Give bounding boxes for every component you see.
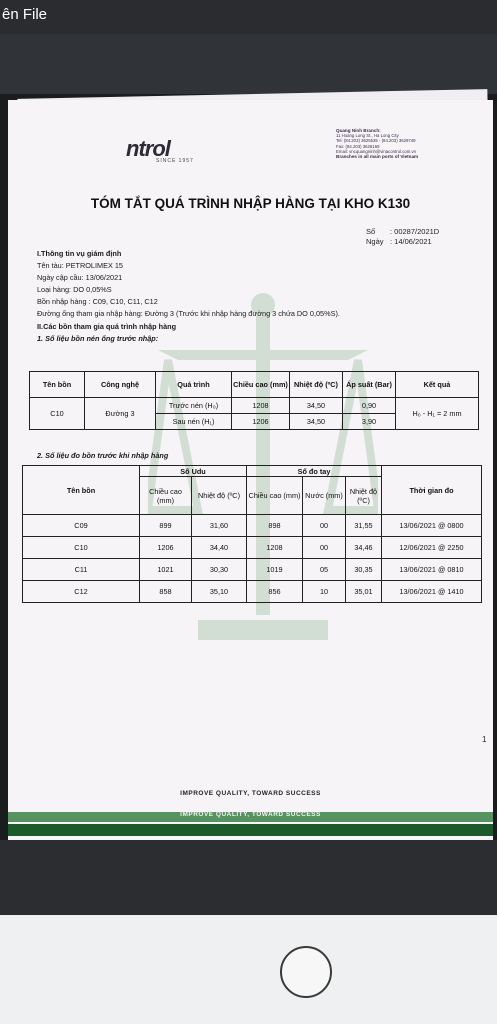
table-cell: 1206 — [140, 537, 192, 559]
table-cell: 00 — [303, 537, 346, 559]
table-row — [23, 559, 482, 581]
subsection-2: 2. Số liệu đo bồn trước khi nhập hàng — [37, 451, 169, 460]
company-logo: ntrol — [126, 136, 170, 161]
table-cell: 31,60 — [192, 515, 247, 537]
vessel-name: Tên tàu: PETROLIMEX 15 — [37, 261, 123, 271]
table-cell: C09 — [23, 515, 140, 537]
subsection-2-wrap — [37, 450, 168, 462]
table-cell: 858 — [140, 581, 192, 603]
app-title-bar — [0, 0, 497, 34]
pipeline-info: Đường ống tham gia nhập hàng: Đường 3 (Trước khi nhập hàng đường 3 chứa DO 0,05%S). — [37, 309, 340, 319]
table-cell: Đường 3 — [85, 398, 156, 430]
table-cell: C12 — [23, 581, 140, 603]
table-header: Chiều cao (mm) — [247, 477, 303, 515]
table-cell: C11 — [23, 559, 140, 581]
table-header: Nhiệt độ (ºC) — [290, 372, 343, 398]
pressure-test-table — [29, 371, 479, 430]
table-cell: 05 — [303, 559, 346, 581]
table-row — [23, 581, 482, 603]
table-cell: 30,35 — [346, 559, 382, 581]
receiving-tanks: Bồn nhập hàng : C09, C10, C11, C12 — [37, 297, 158, 307]
subsection-1: 1. Số liệu bồn nén ống trước nhập: — [37, 333, 159, 343]
table-cell: 1021 — [140, 559, 192, 581]
document-page — [8, 100, 493, 840]
table-cell: 1019 — [247, 559, 303, 581]
footer-slogan: IMPROVE QUALITY, TOWARD SUCCESS — [180, 790, 321, 797]
page-number: 1 — [482, 735, 487, 744]
table-cell: 12/06/2021 @ 2250 — [382, 537, 482, 559]
table-cell: 0,90 — [343, 398, 396, 414]
table-cell: 35,01 — [346, 581, 382, 603]
table-cell: C10 — [30, 398, 85, 430]
tank-measurement-table — [22, 465, 482, 603]
table-header: Tên bồn — [23, 466, 140, 515]
logo-since: SINCE 1957 — [156, 158, 194, 164]
table-header: Nước (mm) — [303, 477, 346, 515]
table-row — [23, 515, 482, 537]
table-header: Số đo tay — [247, 466, 382, 477]
table-cell: Sau nén (H₁) — [156, 414, 232, 430]
table-header: Kết quả — [396, 372, 479, 398]
table-cell: 34,50 — [290, 414, 343, 430]
table-cell: C10 — [23, 537, 140, 559]
table-cell: 10 — [303, 581, 346, 603]
document-title: TÓM TẮT QUÁ TRÌNH NHẬP HÀNG TẠI KHO K130 — [90, 196, 411, 211]
table-cell: 1208 — [247, 537, 303, 559]
table-cell: 34,40 — [192, 537, 247, 559]
table-cell: 13/06/2021 @ 0800 — [382, 515, 482, 537]
tablet-bezel — [0, 915, 497, 1024]
table-header: Quá trình — [156, 372, 232, 398]
section-heading-2: II.Các bồn tham gia quá trình nhập hàng — [37, 321, 177, 331]
table-header: Thời gian đo — [382, 466, 482, 515]
table-header: Số Udu — [140, 466, 247, 477]
home-button-icon[interactable] — [280, 946, 332, 998]
table-cell: 899 — [140, 515, 192, 537]
table-row — [30, 398, 479, 414]
footer-slogan-repeat: IMPROVE QUALITY, TOWARD SUCCESS — [180, 811, 321, 818]
table-cell: 1208 — [232, 398, 290, 414]
document-number: Số : 00287/2021D Ngày : 14/06/2021 — [366, 227, 440, 246]
table-cell: 34,46 — [346, 537, 382, 559]
table-cell: 898 — [247, 515, 303, 537]
table-cell: 1206 — [232, 414, 290, 430]
table-header: Nhiệt độ (ºC) — [346, 477, 382, 515]
footer-green-band — [8, 824, 493, 836]
table-header: Công nghệ — [85, 372, 156, 398]
table-cell: 856 — [247, 581, 303, 603]
table-cell: 35,10 — [192, 581, 247, 603]
table-cell: 30,30 — [192, 559, 247, 581]
table-cell: H₀ - H₁ = 2 mm — [396, 398, 479, 430]
photo-background — [0, 34, 497, 94]
table-cell: 34,50 — [290, 398, 343, 414]
branch-address: Quang Ninh Branch: 11 Hoang Long St., Ha Long City Tel: (84.203) 3625535 - (84.203) 3629749 Fax: (84.203) 3626169 Email: vncquangninh@vinacontrol.com.vn Branches in all main ports of Vietnam — [336, 128, 419, 160]
table-header: Áp suất (Bar) — [343, 372, 396, 398]
table-cell: 3,90 — [343, 414, 396, 430]
table-cell: 31,55 — [346, 515, 382, 537]
table-cell: Trước nén (H₀) — [156, 398, 232, 414]
table-header: Chiều cao (mm) — [140, 477, 192, 515]
app-title: ên File — [2, 6, 48, 23]
table-header: Nhiệt độ (ºC) — [192, 477, 247, 515]
table-cell: 13/06/2021 @ 0810 — [382, 559, 482, 581]
table-row — [23, 537, 482, 559]
section-heading-1: I.Thông tin vụ giám định — [37, 249, 122, 258]
berthing-date: Ngày cập cầu: 13/06/2021 — [37, 273, 123, 283]
table-cell: 13/06/2021 @ 1410 — [382, 581, 482, 603]
cargo-type: Loại hàng: DO 0,05%S — [37, 285, 112, 295]
table-header: Chiều cao (mm) — [232, 372, 290, 398]
inspection-info — [37, 248, 340, 345]
table-cell: 00 — [303, 515, 346, 537]
table-header: Tên bồn — [30, 372, 85, 398]
